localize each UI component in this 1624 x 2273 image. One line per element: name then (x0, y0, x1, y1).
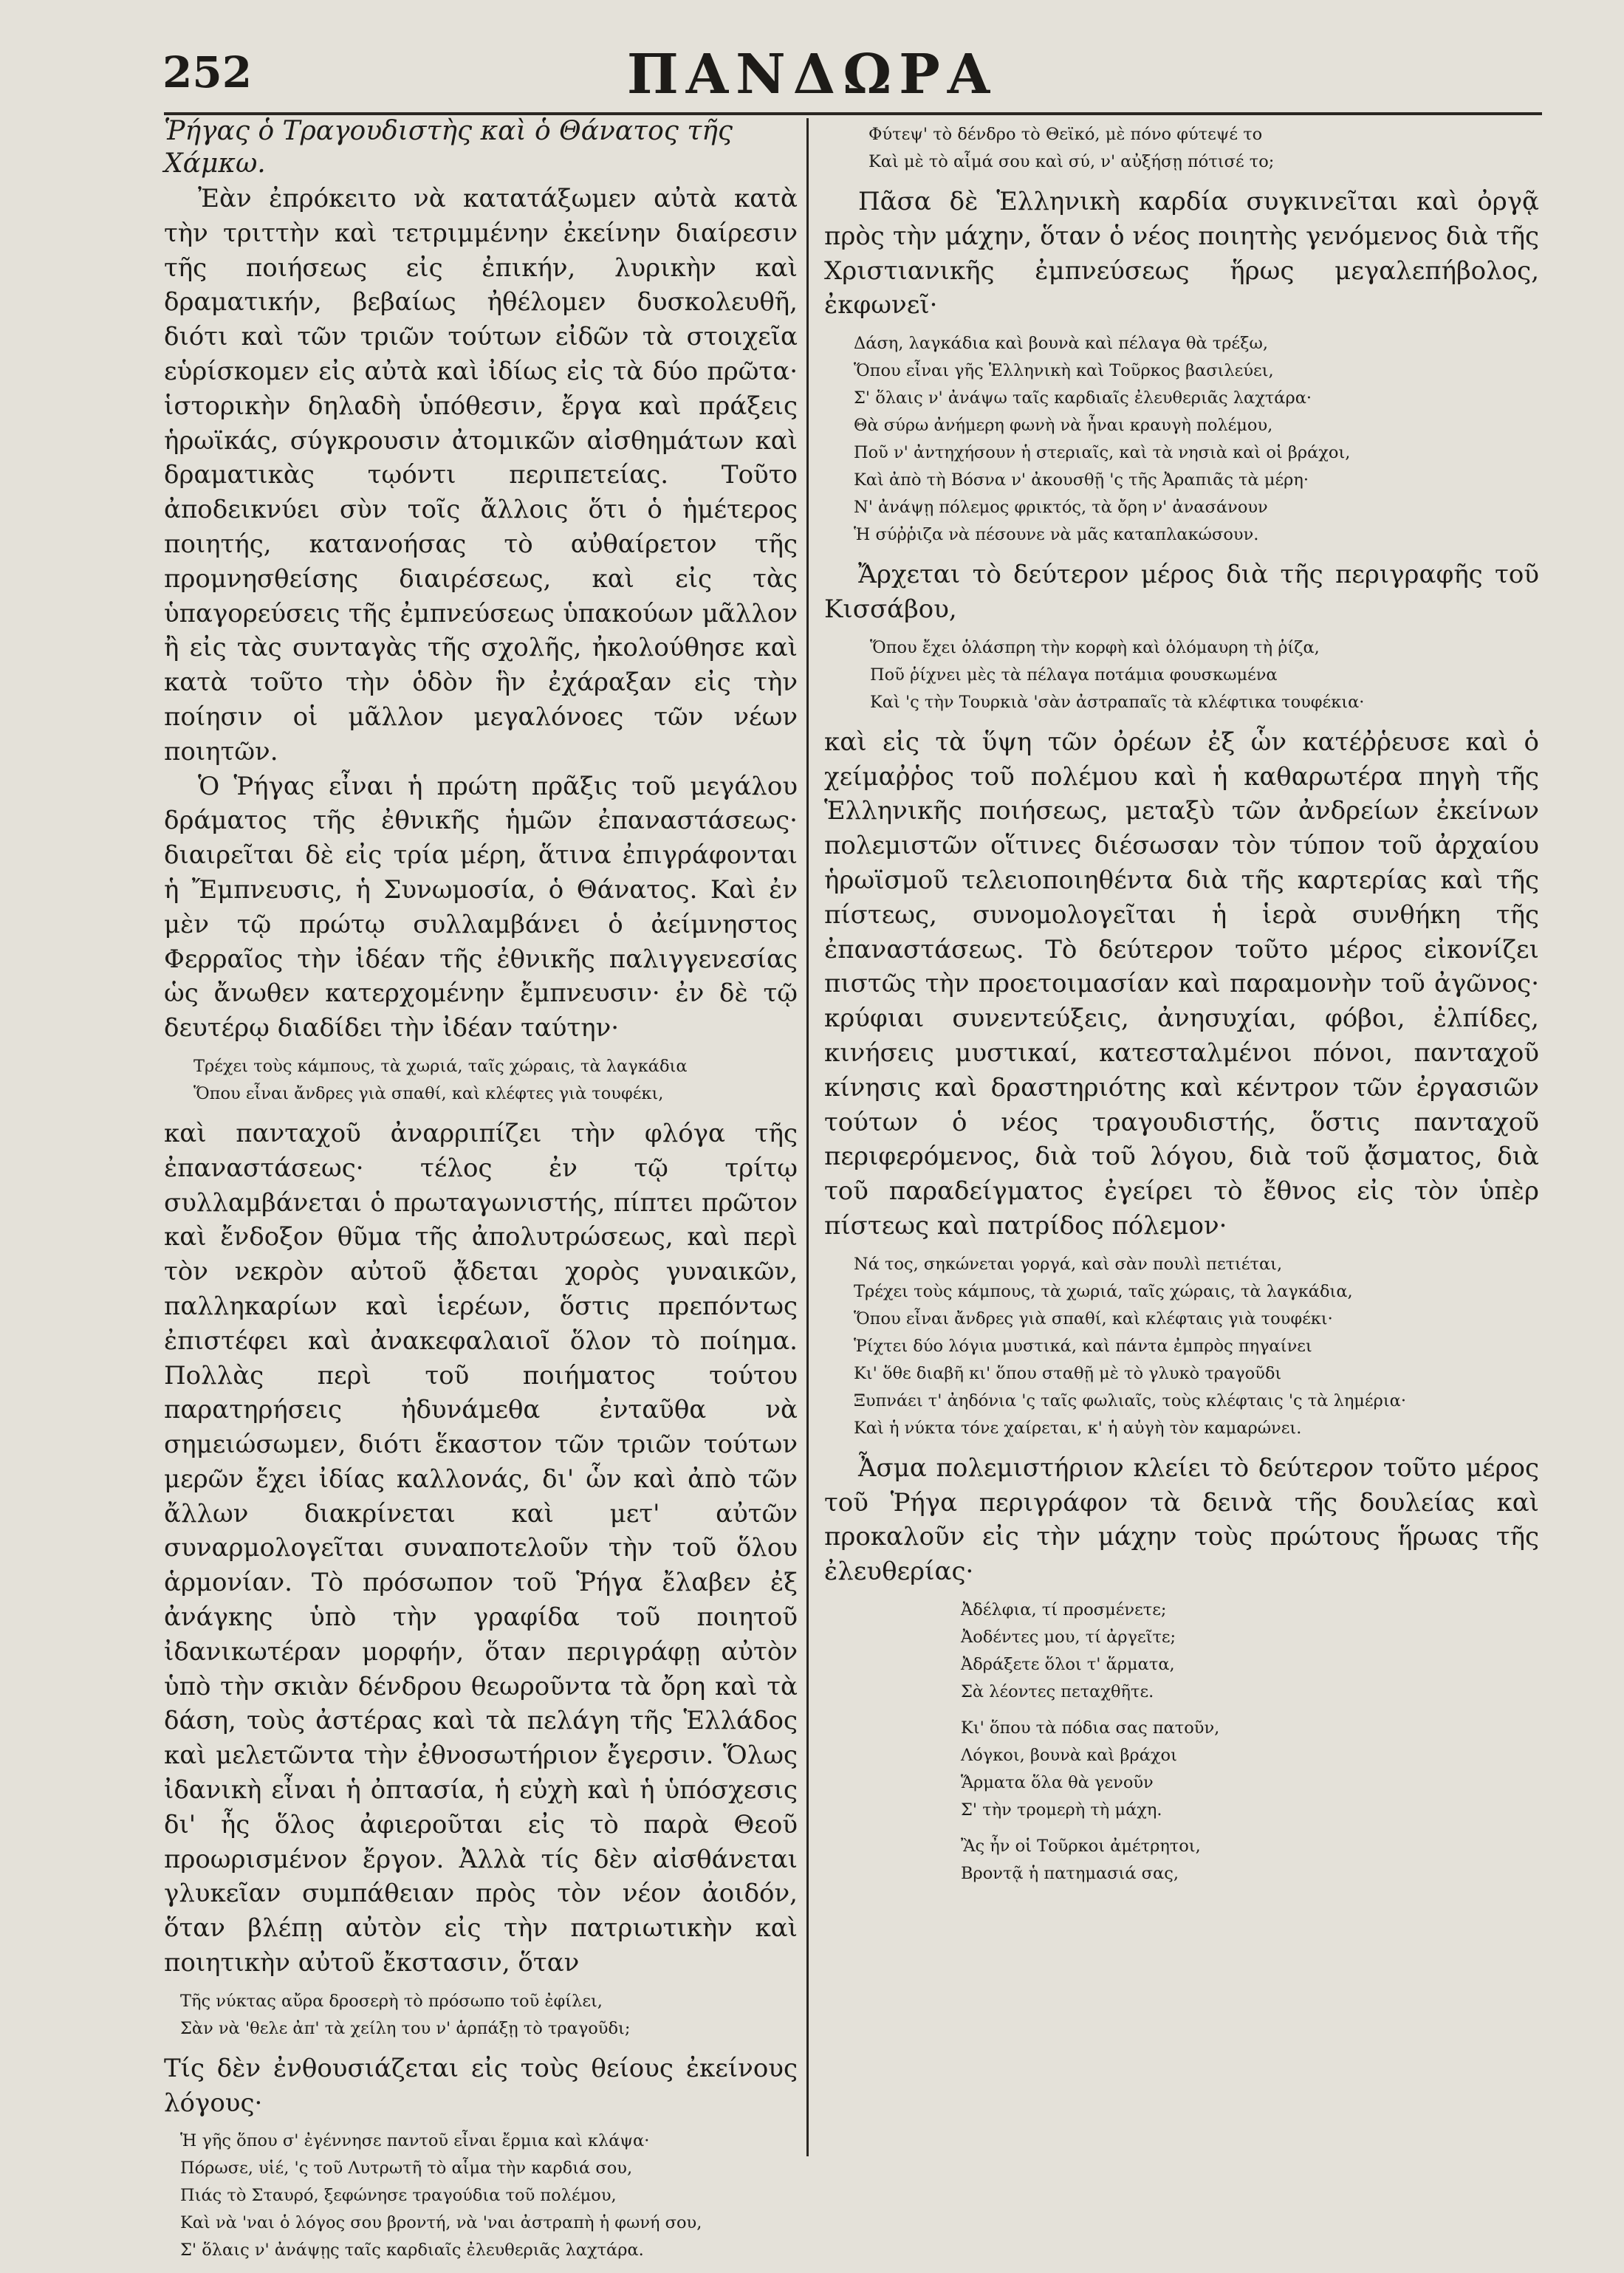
verse-line: Δάση, λαγκάδια καὶ βουνὰ καὶ πέλαγα θὰ τρέξω, (854, 334, 1268, 354)
verse-line: Σ' ὅλαις ν' ἀνάψω ταῖς καρδιαῖς ἐλευθεριᾶς λαχτάρα· (854, 388, 1312, 408)
verse-line: Ν' ἀνάψῃ πόλεμος φρικτός, τὰ ὄρη ν' ἀνασάνουν (854, 498, 1268, 518)
verse-line: Ὅπου εἶναι ἄνδρες γιὰ σπαθί, καὶ κλέφταις γιὰ τουφέκι· (854, 1309, 1333, 1329)
right-verse-2 (824, 634, 1539, 716)
verse-line: Ὅπου εἶναι ἄνδρες γιὰ σπαθί, καὶ κλέφτες γιὰ τουφέκι, (193, 1083, 664, 1103)
right-verse-1 (824, 330, 1539, 549)
verse-line: Πιάς τὸ Σταυρό, ξεφώνησε τραγούδια τοῦ πολέμου, (180, 2186, 617, 2206)
running-head: ΠΑΝΔΩΡΑ (626, 43, 998, 106)
right-verse-6 (824, 1833, 1539, 1888)
right-verse-4 (824, 1597, 1539, 1706)
column-divider (806, 118, 809, 2156)
right-paragraph-4: Ἆσμα πολεμιστήριον κλείει τὸ δεύτερον τοῦτο μέρος τοῦ Ῥήγα περιγράφον τὰ δεινὰ τῆς δουλείας καὶ προκαλοῦν εἰς τὴν μάχην τοὺς πρώτους ἥρωας τῆς ἐλευθερίας· (824, 1453, 1539, 1587)
verse-line: Νά τος, σηκώνεται γοργά, καὶ σὰν πουλὶ πετιέται, (854, 1254, 1283, 1274)
verse-line: Σὰ λέοντες πεταχθῆτε. (961, 1681, 1154, 1701)
right-verse-0 (824, 121, 1539, 176)
left-paragraph-1: Ἐὰν ἐπρόκειτο νὰ κατατάξωμεν αὐτὰ κατὰ τὴν τριττὴν καὶ τετριμμένην ἐκείνην διαίρεσιν τῆς ποιήσεως εἰς ἐπικήν, λυρικὴν καὶ δραματικήν, βεβαίως ἠθέλομεν δυσκολευθῆ, διότι καὶ τῶν τριῶν τούτων εἰδῶν τὰ στοιχεῖα εὑρίσκομεν εἰς αὐτὰ καὶ ἰδίως εἰς τὰ δύο πρῶτα· ἱστορικὴν δηλαδὴ ὑπόθεσιν, ἔργα καὶ πράξεις ἡρωϊκάς, σύγκρουσιν ἀτομικῶν αἰσθημάτων καὶ δραματικὰς τῳόντι περιπετείας. Τοῦτο ἀποδεικνύει σὺν τοῖς ἄλλοις ὅτι ὁ ἡμέτερος ποιητής, κατανοήσας τὸ αὐθαίρετον τῆς προμνησθείσης διαιρέσεως, καὶ εἰς τὰς ὑπαγορεύσεις τῆς ἐμπνεύσεως ὑπακούων μᾶλλον ἢ εἰς τὰς συνταγὰς τῆς σχολῆς, ἠκολούθησε καὶ κατὰ τοῦτο τὴν ὁδὸν ἣν ἐχάραξαν εἰς τὴν ποίησιν οἱ μᾶλλον μεγαλόνοες τῶν νέων ποιητῶν. (164, 184, 798, 767)
left-verse-2 (164, 1988, 798, 2043)
verse-line: Καὶ 'ς τὴν Τουρκιὰ 'σὰν ἀστραπαῖς τὰ κλέφτικα τουφέκια· (870, 692, 1365, 712)
verse-line: Τῆς νύκτας αὔρα δροσερὴ τὸ πρόσωπο τοῦ ἐφίλει, (180, 1991, 603, 2011)
right-verse-3 (824, 1251, 1539, 1442)
verse-line: Ἡ γῆς ὅπου σ' ἐγέννησε παντοῦ εἶναι ἔρμια καὶ κλάψα· (180, 2131, 650, 2151)
verse-line: Ἀδράξετε ὅλοι τ' ἅρματα, (961, 1654, 1175, 1674)
right-paragraph-2: Ἄρχεται τὸ δεύτερον μέρος διὰ τῆς περιγραφῆς τοῦ Κισσάβου, (824, 560, 1539, 624)
right-paragraph-1: Πᾶσα δὲ Ἑλληνικὴ καρδία συγκινεῖται καὶ ὀργᾷ πρὸς τὴν μάχην, ὅταν ὁ νέος ποιητὴς γενόμενος διὰ τῆς Χριστιανικῆς ἐμπνεύσεως ἥρως μεγαλεπήβολος, ἐκφωνεῖ· (824, 187, 1539, 320)
verse-line: Ἂς ἦν οἱ Τοῦρκοι ἀμέτρητοι, (961, 1836, 1201, 1856)
verse-line: Ἡ σύῤῥιζα νὰ πέσουνε νὰ μᾶς καταπλακώσουν. (854, 525, 1259, 545)
verse-line: Ὅπου εἶναι γῆς Ἑλληνικὴ καὶ Τοῦρκος βασιλεύει, (854, 361, 1274, 381)
verse-line: Ποῦ ν' ἀντηχήσουν ἡ στεριαῖς, καὶ τὰ νησιὰ καὶ οἱ βράχοι, (854, 443, 1351, 463)
verse-line: Κι' ὅπου τὰ πόδια σας πατοῦν, (961, 1718, 1220, 1738)
verse-line: Καὶ νὰ 'ναι ὁ λόγος σου βροντή, νὰ 'ναι ἀστραπὴ ἡ φωνή σου, (180, 2213, 702, 2233)
verse-line: Καὶ μὲ τὸ αἷμά σου καὶ σύ, ν' αὐξήσῃ πότισέ το; (868, 152, 1275, 171)
left-paragraph-3: καὶ πανταχοῦ ἀναρριπίζει τὴν φλόγα τῆς ἐπαναστάσεως· τέλος ἐν τῷ τρίτῳ συλλαμβάνεται ὁ πρωταγωνιστής, πίπτει πρῶτον καὶ ἔνδοξον θῦμα τῆς ἀπολυτρώσεως, καὶ περὶ τὸν νεκρὸν αὐτοῦ ᾄδεται χορὸς γυναικῶν, παλληκαρίων καὶ ἱερέων, ὅστις πρεπόντως ἐπιστέφει καὶ ἀνακεφαλαιοῖ ὅλον τὸ ποίημα. Πολλὰς περὶ τοῦ ποιήματος τούτου παρατηρήσεις ἠδυνάμεθα ἐνταῦθα νὰ σημειώσωμεν, διότι ἕκαστον τῶν τριῶν τούτων μερῶν ἔχει ἰδίας καλλονάς, δι' ὧν καὶ ἀπὸ τῶν ἄλλων διακρίνεται καὶ μετ' αὐτῶν συναρμολογεῖται συναποτελοῦν τὴν τοῦ ὅλου ἁρμονίαν. Τὸ πρόσωπον τοῦ Ῥήγα ἔλαβεν ἐξ ἀνάγκης ὑπὸ τὴν γραφίδα τοῦ ποιητοῦ ἰδανικωτέραν μορφήν, ὅταν περιγράφῃ αὐτὸν ὑπὸ τὴν σκιὰν δένδρου θεωροῦντα τὰ ὄρη καὶ τὰ δάση, τοὺς ἀστέρας καὶ τὰ πελάγη τῆς Ἑλλάδος καὶ μελετῶντα τὴν ἐθνοσωτήριον ἔγερσιν. Ὅλως ἰδανικὴ εἶναι ἡ ὀπτασία, ἡ εὐχὴ καὶ ἡ ὑπόσχεσις δι' ἧς ὅλος ἀφιεροῦται εἰς τὸ παρὰ Θεοῦ προωρισμένον ἔργον. Ἀλλὰ τίς δὲν αἰσθάνεται γλυκεῖαν συμπάθειαν πρὸς τὸν νέον ἀοιδόν, ὅταν βλέπῃ αὐτὸν εἰς τὴν πατριωτικὴν καὶ ποιητικὴν αὐτοῦ ἔκστασιν, ὅταν (164, 1118, 798, 1978)
verse-line: Καὶ ἡ νύκτα τόνε χαίρεται, κ' ἡ αὐγὴ τὸν καμαρώνει. (854, 1418, 1302, 1438)
verse-line: Βροντᾷ ἡ πατημασιά σας, (961, 1863, 1179, 1883)
verse-line: Τρέχει τοὺς κάμπους, τὰ χωριά, ταῖς χώραις, τὰ λαγκάδια (193, 1056, 688, 1076)
verse-line: Ξυπνάει τ' ἀηδόνια 'ς ταῖς φωλιαῖς, τοὺς κλέφταις 'ς τὰ λημέρια· (854, 1391, 1406, 1410)
verse-line: Ἅρματα ὅλα θὰ γενοῦν (961, 1772, 1154, 1792)
left-paragraph-2: Ὁ Ῥήγας εἶναι ἡ πρώτη πρᾶξις τοῦ μεγάλου δράματος τῆς ἐθνικῆς ἡμῶν ἐπαναστάσεως· διαιρεῖται δὲ εἰς τρία μέρη, ἅτινα ἐπιγράφονται ἡ Ἔμπνευσις, ἡ Συνωμοσία, ὁ Θάνατος. Καὶ ἐν μὲν τῷ πρώτῳ συλλαμβάνει ὁ ἀείμνηστος Φερραῖος τὴν ἰδέαν τῆς ἐθνικῆς παλιγγενεσίας ὡς ἄνωθεν κατερχομένην ἔμπνευσιν· ἐν δὲ τῷ δευτέρῳ διαδίδει τὴν ἰδέαν ταύτην· (164, 771, 798, 1043)
verse-line: Φύτεψ' τὸ δένδρο τὸ Θεϊκό, μὲ πόνο φύτεψέ το (868, 125, 1263, 144)
right-verse-5 (824, 1715, 1539, 1824)
verse-line: Ἀδέλφια, τί προσμένετε; (961, 1600, 1167, 1619)
left-verse-3 (164, 2128, 798, 2264)
left-column (164, 115, 798, 2273)
article-title: Ῥήγας ὁ Τραγουδιστὴς καὶ ὁ Θάνατος τῆς Χάμκω. (164, 116, 733, 179)
verse-line: Ῥίχτει δύο λόγια μυστικά, καὶ πάντα ἐμπρὸς πηγαίνει (854, 1336, 1312, 1356)
verse-line: Πόρωσε, υἱέ, 'ς τοῦ Λυτρωτῆ τὸ αἷμα τὴν καρδιά σου, (180, 2159, 633, 2178)
verse-line: Σ' τὴν τρομερὴ τὴ μάχη. (961, 1800, 1162, 1820)
verse-line: Ποῦ ῥίχνει μὲς τὰ πέλαγα ποτάμια φουσκωμένα (870, 665, 1278, 685)
verse-line: Λόγκοι, βουνὰ καὶ βράχοι (961, 1745, 1177, 1765)
verse-line: Σὰν νὰ 'θελε ἀπ' τὰ χείλη του ν' ἁρπάξῃ τὸ τραγοῦδι; (180, 2018, 631, 2038)
verse-line: Κι' ὅθε διαβῆ κι' ὅπου σταθῇ μὲ τὸ γλυκὸ τραγοῦδι (854, 1363, 1282, 1383)
right-column (824, 121, 1539, 1896)
right-paragraph-3: καὶ εἰς τὰ ὕψη τῶν ὀρέων ἐξ ὧν κατέῤῥευσε καὶ ὁ χείμαῤῥος τοῦ πολέμου καὶ ἡ καθαρωτέρα πηγὴ τῆς Ἑλληνικῆς ποιήσεως, μεταξὺ τῶν ἀνδρείων ἐκείνων πολεμιστῶν οἵτινες διέσωσαν τὸν τύπον τοῦ ἀρχαίου ἡρωϊσμοῦ τελειοποιηθέντα διὰ τῆς καρτερίας καὶ τῆς πίστεως, συνομολογεῖται ἡ ἱερὰ συνθήκη τῆς ἐπαναστάσεως. Τὸ δεύτερον τοῦτο μέρος εἰκονίζει πιστῶς τὴν προετοιμασίαν καὶ παραμονὴν τοῦ ἀγῶνος· κρύφιαι συνεντεύξεις, ἀνησυχίαι, φόβοι, ἐλπίδες, κινήσεις μυστικαί, κατεσταλμένοι πόνοι, πανταχοῦ κίνησις καὶ δραστηριότης καὶ κέντρον τῶν ἐργασιῶν τούτων ὁ νέος τραγουδιστής, ὅστις πανταχοῦ περιφερόμενος, διὰ τοῦ λόγου, διὰ τοῦ ᾄσματος, διὰ τοῦ παραδείγματος ἐγείρει τὸ ἔθνος εἰς τὸν ὑπὲρ πίστεως καὶ πατρίδος πόλεμον· (824, 727, 1539, 1241)
left-verse-1 (164, 1053, 798, 1108)
verse-line: Τρέχει τοὺς κάμπους, τὰ χωριά, ταῖς χώραις, τὰ λαγκάδια, (854, 1281, 1353, 1301)
page-number: 252 (162, 47, 253, 97)
verse-line: Ἀοδέντες μου, τί ἀργεῖτε; (961, 1627, 1176, 1647)
verse-line: Καὶ ἀπὸ τὴ Βόσνα ν' ἀκουσθῇ 'ς τῆς Ἀραπιᾶς τὰ μέρη· (854, 470, 1309, 490)
verse-line: Ὅπου ἔχει ὁλάσπρη τὴν κορφὴ καὶ ὁλόμαυρη τὴ ῥίζα, (870, 637, 1320, 657)
verse-line: Σ' ὅλαις ν' ἀνάψῃς ταῖς καρδιαῖς ἐλευθεριᾶς λαχτάρα. (180, 2241, 644, 2260)
verse-line: Θὰ σύρω ἀνήμερη φωνὴ νὰ ἦναι κραυγὴ πολέμου, (854, 416, 1273, 436)
left-paragraph-4: Τίς δὲν ἐνθουσιάζεται εἰς τοὺς θείους ἐκείνους λόγους· (164, 2053, 798, 2118)
